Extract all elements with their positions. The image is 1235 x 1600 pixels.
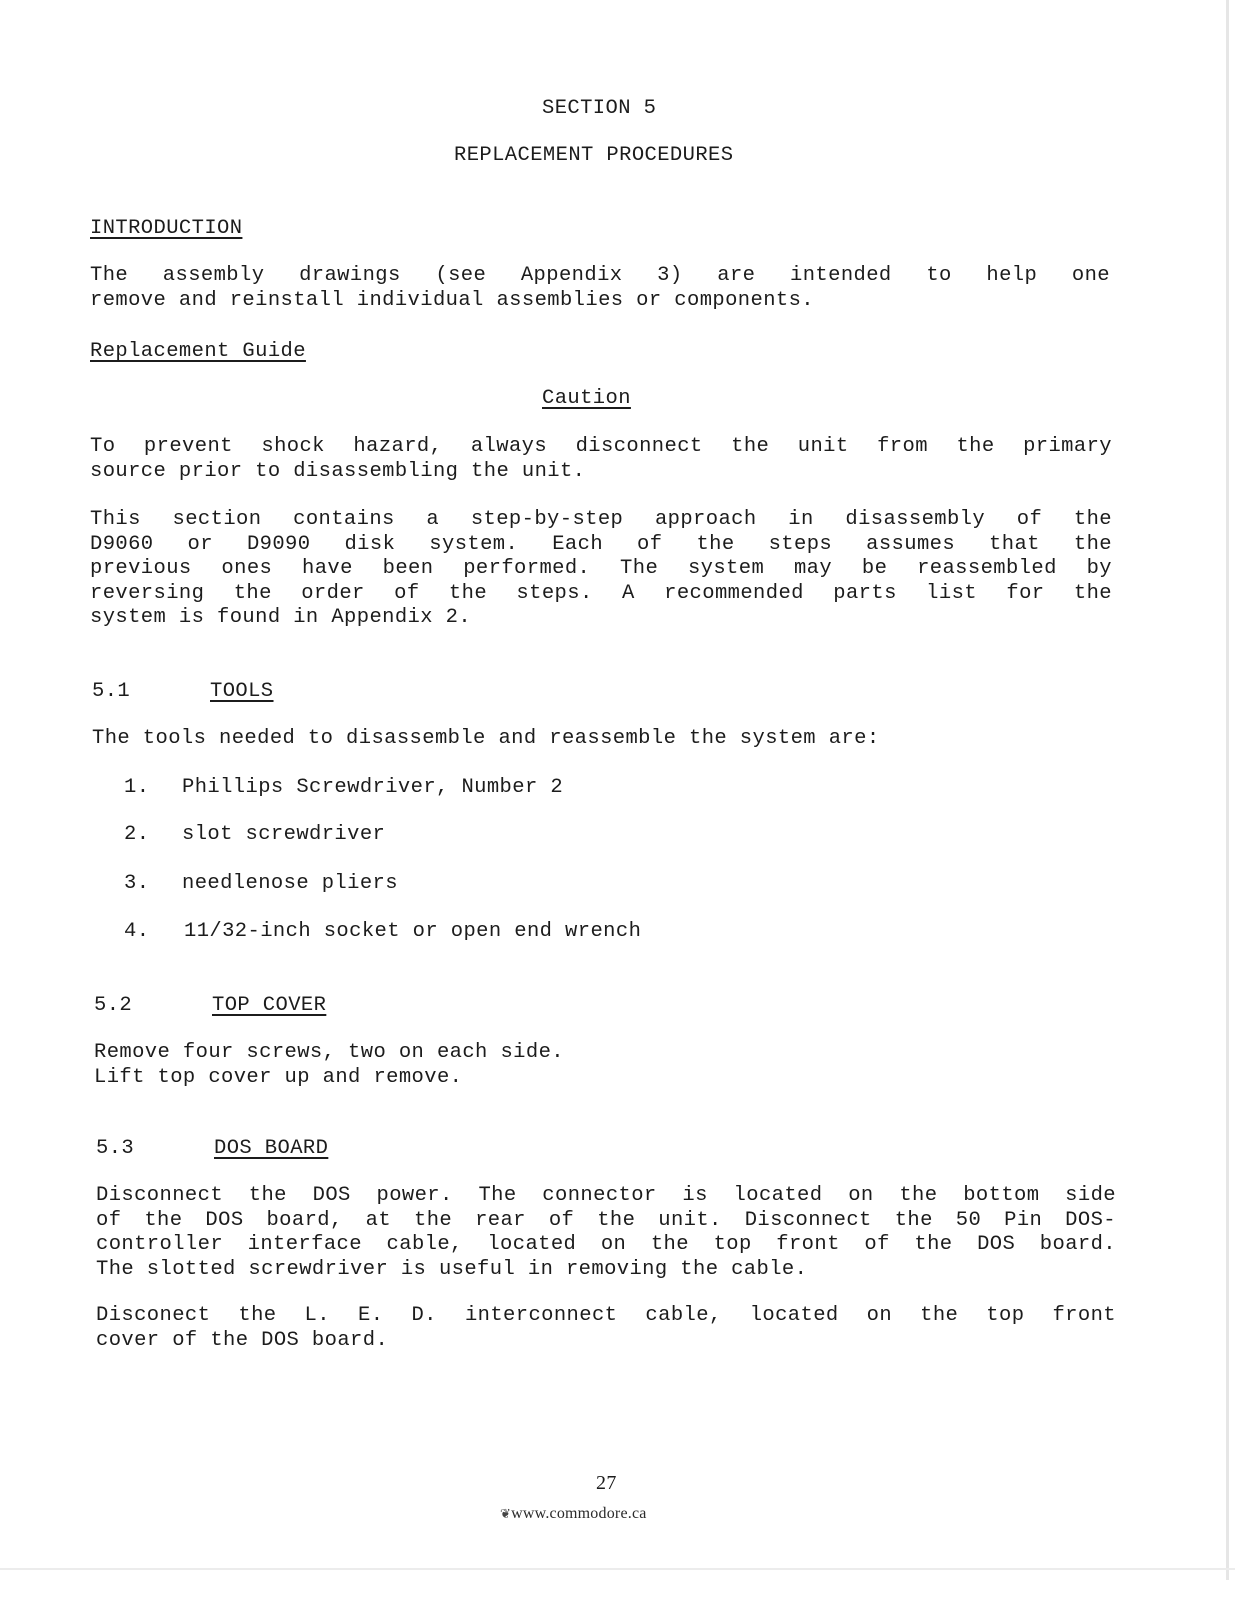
scan-edge-bottom xyxy=(0,1568,1235,1570)
website-watermark xyxy=(500,1505,647,1523)
tool-item-number: 1. xyxy=(124,776,150,799)
dos-board-line: Disconnect the DOS power. The connector is located on the bottom side xyxy=(96,1184,1116,1207)
introduction-heading: INTRODUCTION xyxy=(90,217,243,240)
replacement-guide-heading: Replacement Guide xyxy=(90,340,306,363)
dos-board-heading: DOS BOARD xyxy=(214,1137,329,1160)
tools-number: 5.1 xyxy=(92,680,131,703)
tool-item-number: 4. xyxy=(124,920,150,943)
guide-body-paragraph xyxy=(90,508,1112,631)
guide-body-line: D9060 or D9090 disk system. Each of the steps assumes that the xyxy=(90,532,1112,556)
caution-line: source prior to disassembling the unit. xyxy=(90,459,586,483)
top-cover-line: Remove four screws, two on each side. xyxy=(94,1041,564,1064)
tool-item-text: slot screwdriver xyxy=(182,823,386,846)
tool-item-number: 2. xyxy=(124,823,150,846)
introduction-line: The assembly drawings (see Appendix 3) are intended to help one xyxy=(90,264,1110,287)
guide-body-line: reversing the order of the steps. A recommended parts list for the xyxy=(90,581,1112,605)
tool-item-text: 11/32-inch socket or open end wrench xyxy=(184,920,642,943)
caution-line: To prevent shock hazard, always disconnect the unit from the primary xyxy=(90,435,1112,458)
dos-board-line: controller interface cable, located on the top front of the DOS board. xyxy=(96,1233,1116,1256)
tool-item-number: 3. xyxy=(124,872,150,895)
page-number: 27 xyxy=(596,1472,617,1494)
section-title: REPLACEMENT PROCEDURES xyxy=(454,144,734,167)
caution-paragraph xyxy=(90,435,1112,484)
top-cover-line: Lift top cover up and remove. xyxy=(94,1065,463,1089)
top-cover-heading: TOP COVER xyxy=(212,994,327,1017)
guide-body-line: previous ones have been performed. The system may be reassembled by xyxy=(90,557,1112,580)
dos-board-line: Disconect the L. E. D. interconnect cable, located on the top front xyxy=(96,1304,1116,1327)
tools-heading: TOOLS xyxy=(210,680,274,703)
dos-board-paragraph-1 xyxy=(96,1184,1116,1282)
tool-item-text: Phillips Screwdriver, Number 2 xyxy=(182,776,564,799)
scan-edge-right xyxy=(1226,0,1229,1580)
top-cover-paragraph xyxy=(94,1041,794,1090)
guide-body-line: This section contains a step-by-step approach in disassembly of the xyxy=(90,508,1112,531)
dos-board-line: of the DOS board, at the rear of the unit. Disconnect the 50 Pin DOS- xyxy=(96,1208,1116,1232)
dos-board-paragraph-2 xyxy=(96,1304,1116,1353)
section-number: SECTION 5 xyxy=(542,97,657,120)
caution-heading: Caution xyxy=(542,387,631,410)
tool-item-text: needlenose pliers xyxy=(182,872,398,895)
dos-board-number: 5.3 xyxy=(96,1137,135,1160)
introduction-paragraph xyxy=(90,264,1110,313)
introduction-line: remove and reinstall individual assemblies or components. xyxy=(90,288,815,312)
dos-board-line: The slotted screwdriver is useful in removing the cable. xyxy=(96,1257,808,1281)
website-text: www.commodore.ca xyxy=(511,1505,647,1522)
guide-body-line: system is found in Appendix 2. xyxy=(90,606,472,629)
tools-intro: The tools needed to disassemble and reassemble the system are: xyxy=(92,727,880,750)
top-cover-number: 5.2 xyxy=(94,994,133,1017)
dos-board-line: cover of the DOS board. xyxy=(96,1328,389,1352)
maple-leaf-icon: ❦ xyxy=(500,1506,512,1521)
